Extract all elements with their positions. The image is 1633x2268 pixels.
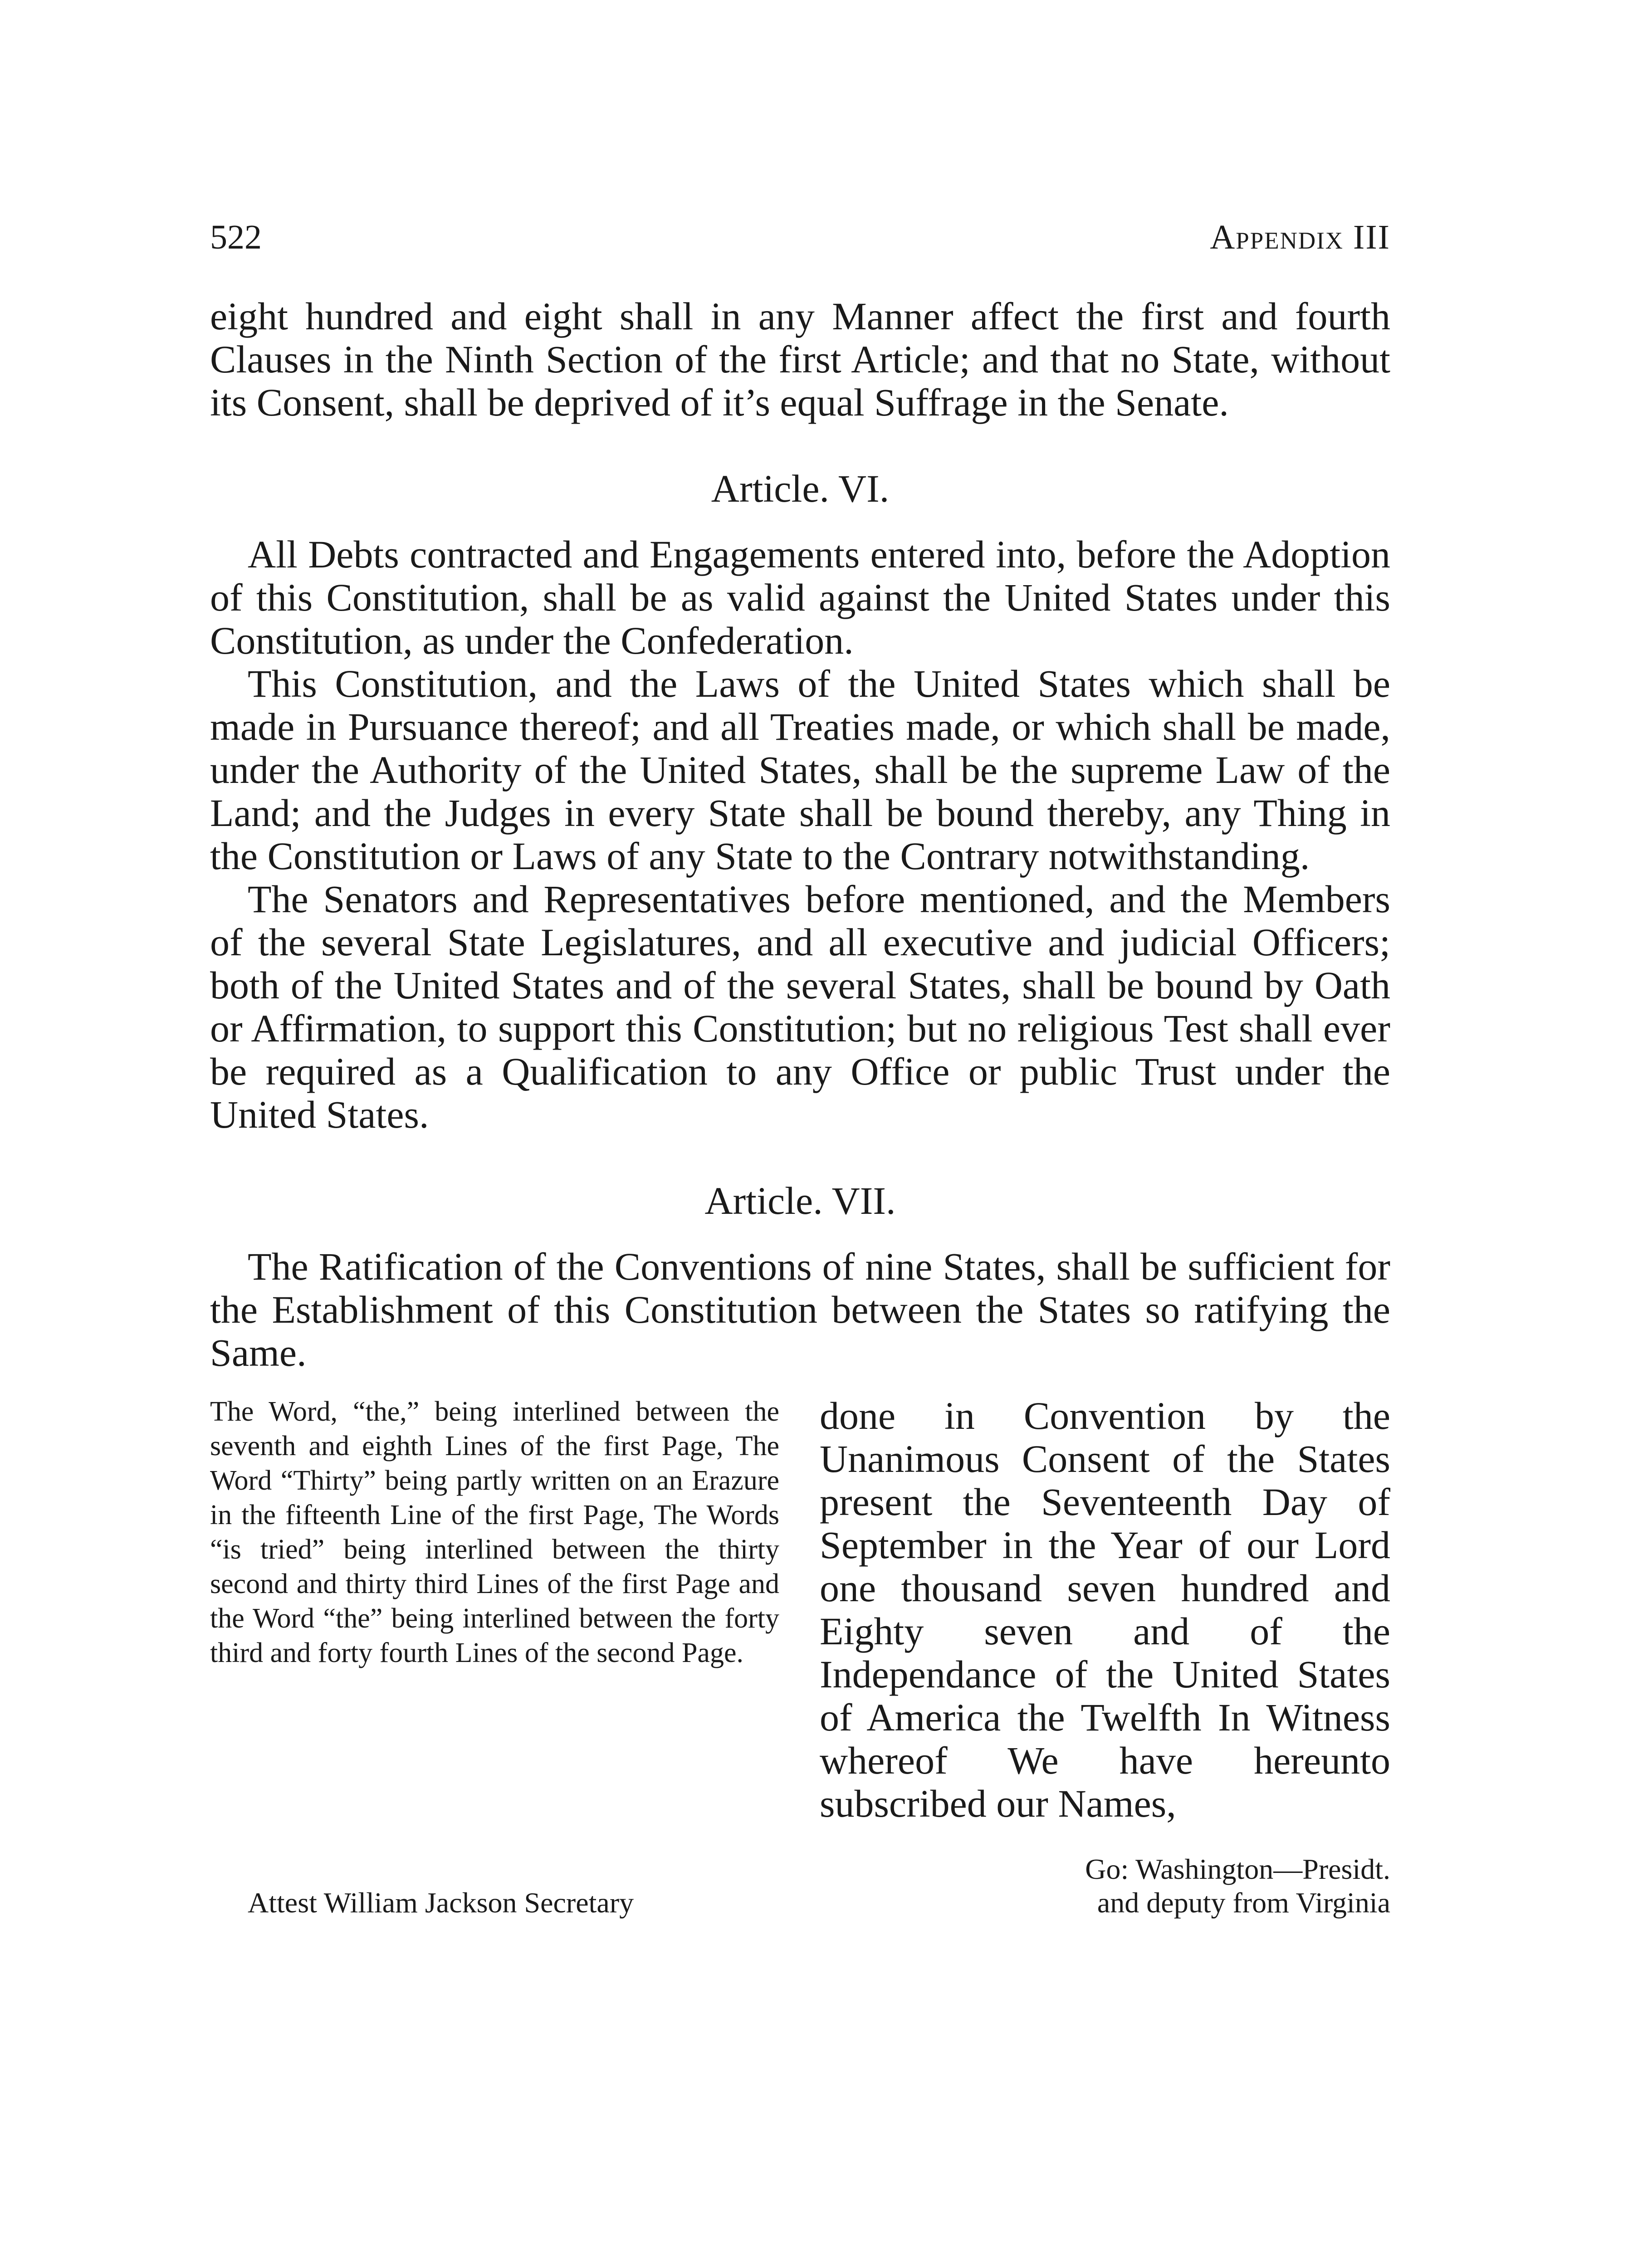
closing-columns xyxy=(210,1394,1390,1825)
president-line-1: Go: Washington—Presidt. xyxy=(1085,1853,1390,1885)
done-in-convention-text: done in Convention by the Unanimous Consent of the States present the Seventeenth Day of September in the Year of our Lord one thousand seven hundred and Eighty seven and of the Independance of the United States of America the Twelfth In Witness whereof We have hereunto subscribed our Names, xyxy=(820,1394,1390,1825)
article-seven-heading: Article. VII. xyxy=(704,1179,896,1222)
interlineation-note: The Word, “the,” being interlined between the seventh and eighth Lines of the first Page, The Word “Thirty” being partly written on an Erazure in the fifteenth Line of the first Page, The Words “is tried” being interlined between the thirty second and thirty third Lines of the first Page and the Word “the” being interlined between the forty third and forty fourth Lines of the second Page. xyxy=(210,1396,779,1668)
article-six-paragraph-3: The Senators and Representatives before mentioned, and the Members of the several State Legislatures, and all executive and judicial Officers; both of the United States and of the several States, shall be bound by Oath or Affirmation, to support this Constitution; but no religious Test shall ever be required as a Qualification to any Office or public Trust under the United States. xyxy=(210,877,1390,1136)
signature-block xyxy=(210,1853,1390,1920)
president-signature xyxy=(1085,1853,1390,1920)
main-text xyxy=(210,295,1390,1374)
document-page xyxy=(210,218,1390,1920)
page-number: 522 xyxy=(210,218,262,256)
opening-paragraph: eight hundred and eight shall in any Manner affect the first and fourth Clauses in the Ninth Section of the first Article; and that no State, without its Consent, shall be deprived of it’s equal Suffrage in the Senate. xyxy=(210,294,1390,424)
article-six-paragraph-2: This Constitution, and the Laws of the United States which shall be made in Pursuance thereof; and all Treaties made, or which shall be made, under the Authority of the United States, shall be the supreme Law of the Land; and the Judges in every State shall be bound thereby, any Thing in the Constitution or Laws of any State to the Contrary notwithstanding. xyxy=(210,662,1390,878)
running-head xyxy=(210,218,1390,268)
running-title: Appendix III xyxy=(1210,218,1390,256)
article-six-paragraph-1: All Debts contracted and Engagements entered into, before the Adoption of this Constitution, shall be as valid against the United States under this Constitution, as under the Confederation. xyxy=(210,533,1390,662)
attest-line: Attest William Jackson Secretary xyxy=(248,1887,634,1919)
article-seven-paragraph: The Ratification of the Conventions of nine States, shall be sufficient for the Establishment of this Constitution between the States so ratifying the Same. xyxy=(210,1245,1390,1374)
president-line-2: and deputy from Virginia xyxy=(1097,1887,1390,1919)
article-six-heading: Article. VI. xyxy=(711,467,890,510)
